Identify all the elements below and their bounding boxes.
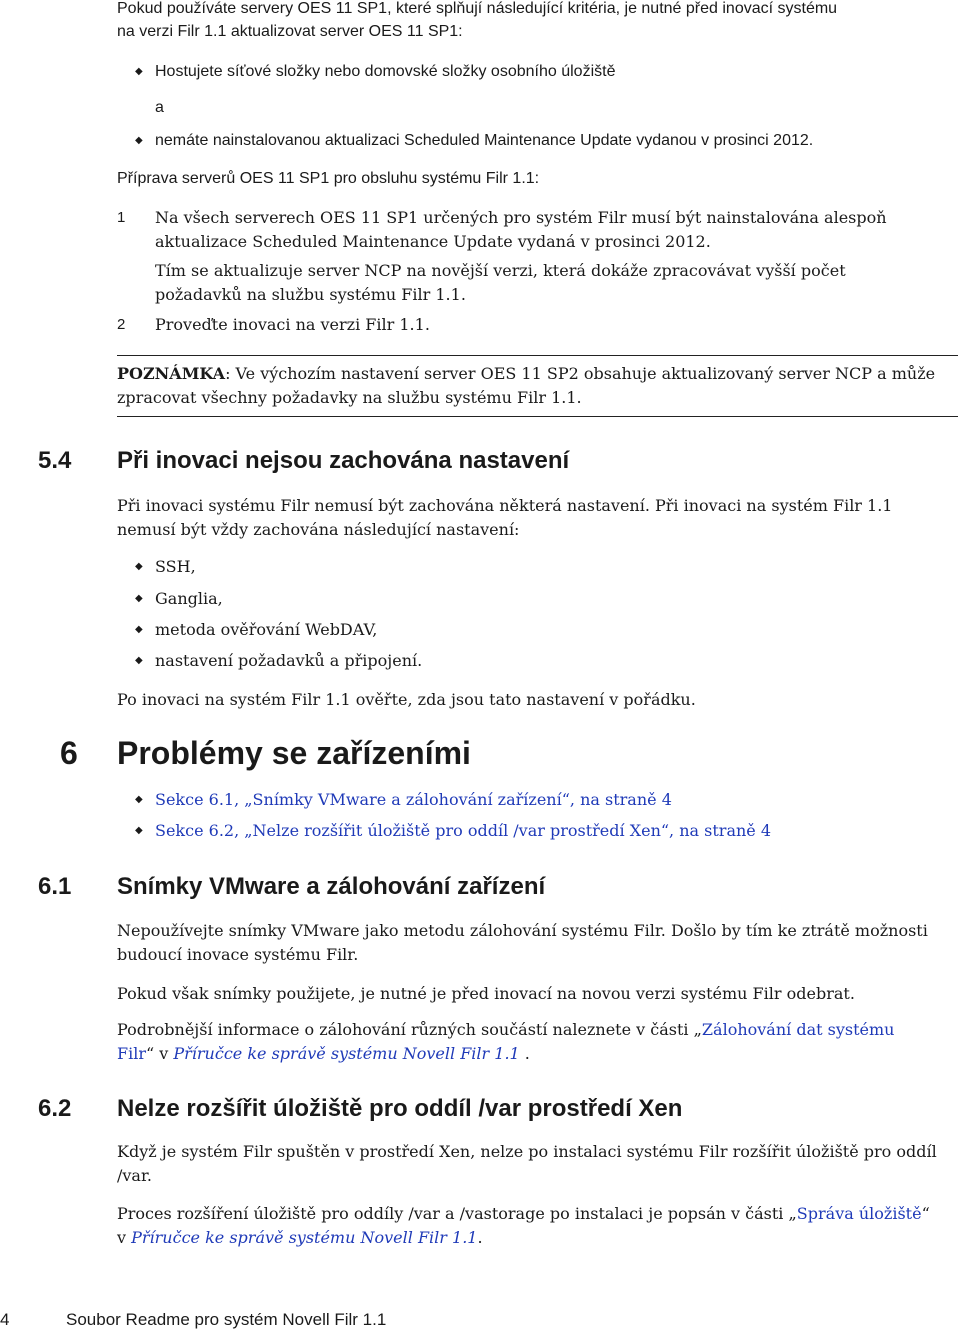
link-admin-guide[interactable]: Příručce ke správě systému Novell Filr 1.1 xyxy=(173,1044,520,1063)
sec54-para-line-1: Při inovaci systému Filr nemusí být zachována některá nastavení. Při inovaci na systém Filr 1.1 xyxy=(117,496,893,515)
step-1-line-1: Na všech serverech OES 11 SP1 určených pro systém Filr musí být nainstalována alespoň xyxy=(155,208,887,227)
sec62-p1-line-2: /var. xyxy=(117,1166,152,1185)
sec62-p2-line-1 xyxy=(117,1202,930,1226)
sec61-p1-line-2: budoucí inovace systému Filr. xyxy=(117,945,359,964)
sec54-closing: Po inovaci na systém Filr 1.1 ověřte, zda jsou tato nastavení v pořádku. xyxy=(117,690,696,709)
sec62-p2-end: . xyxy=(477,1228,483,1247)
criteria-item-2: nemáte nainstalovanou aktualizaci Scheduled Maintenance Update vydanou v prosinci 2012. xyxy=(155,132,814,149)
note-line-2: zpracovat všechny požadavky na službu systému Filr 1.1. xyxy=(117,388,582,407)
page-number: 4 xyxy=(0,1310,10,1329)
sec54-para-line-2: nemusí být vždy zachována následující nastavení: xyxy=(117,520,520,539)
diamond-bullet-icon: ◆ xyxy=(135,593,143,604)
sec61-p3-line-2 xyxy=(117,1042,530,1066)
section-5-4-number: 5.4 xyxy=(38,447,72,474)
sec61-p1-line-1: Nepoužívejte snímky VMware jako metodu zálohování systému Filr. Došlo by tím ke ztrátě možnosti xyxy=(117,921,928,940)
list-item: SSH, xyxy=(155,557,196,576)
sec62-p2-v: v xyxy=(117,1228,132,1247)
sec61-p3-line-1 xyxy=(117,1018,894,1042)
step-number-1: 1 xyxy=(117,209,126,226)
note-bottom-rule xyxy=(117,416,958,417)
sec62-p1-line-1: Když je systém Filr spuštěn v prostředí Xen, nelze po instalaci systému Filr rozšířit úložiště pro oddíl xyxy=(117,1142,937,1161)
intro-line-1: Pokud používáte servery OES 11 SP1, které splňují následující kritéria, je nutné před inovací systému xyxy=(117,0,838,17)
footer-title: Soubor Readme pro systém Novell Filr 1.1 xyxy=(66,1310,387,1329)
sec61-p3-end: . xyxy=(519,1044,530,1063)
list-item: metoda ověřování WebDAV, xyxy=(155,620,378,639)
diamond-bullet-icon: ◆ xyxy=(135,561,143,572)
link-storage-management[interactable]: Správa úložiště xyxy=(796,1204,922,1223)
note-top-rule xyxy=(117,355,958,356)
section-6-1-title: Snímky VMware a zálohování zařízení xyxy=(117,873,546,900)
prep-title: Příprava serverů OES 11 SP1 pro obsluhu systému Filr 1.1: xyxy=(117,170,540,187)
diamond-bullet-icon: ◆ xyxy=(135,66,143,77)
sec61-p3-text: Podrobnější informace o zálohování různých součástí naleznete v části „ xyxy=(117,1020,702,1039)
diamond-bullet-icon: ◆ xyxy=(135,135,143,146)
section-6-2-number: 6.2 xyxy=(38,1095,72,1122)
intro-line-2: na verzi Filr 1.1 aktualizovat server OES 11 SP1: xyxy=(117,23,463,40)
diamond-bullet-icon: ◆ xyxy=(135,794,143,805)
step-number-2: 2 xyxy=(117,316,126,333)
diamond-bullet-icon: ◆ xyxy=(135,624,143,635)
step-1-line-2: aktualizace Scheduled Maintenance Update vydaná v prosinci 2012. xyxy=(155,232,711,251)
section-6-1-number: 6.1 xyxy=(38,873,72,900)
note-label: POZNÁMKA xyxy=(117,364,226,383)
step-2-text: Proveďte inovaci na verzi Filr 1.1. xyxy=(155,315,430,334)
chapter-6-number: 6 xyxy=(60,735,78,771)
chapter-6-title: Problémy se zařízeními xyxy=(117,735,471,771)
section-5-4-title: Při inovaci nejsou zachována nastavení xyxy=(117,447,570,474)
list-item: nastavení požadavků a připojení. xyxy=(155,651,423,670)
sec62-p2-line-2 xyxy=(117,1226,483,1250)
link-section-6-2[interactable]: Sekce 6.2, „Nelze rozšířit úložiště pro oddíl /var prostředí Xen“, na straně 4 xyxy=(155,821,772,840)
link-admin-guide[interactable]: Příručce ke správě systému Novell Filr 1.1 xyxy=(131,1228,478,1247)
step-1-note-line-2: požadavků na službu systému Filr 1.1. xyxy=(155,285,466,304)
sec62-p2-quote: “ xyxy=(921,1204,930,1223)
criteria-connector: a xyxy=(155,99,164,116)
diamond-bullet-icon: ◆ xyxy=(135,655,143,666)
sec61-p3-mid: “ v xyxy=(145,1044,174,1063)
link-backup-data-cont[interactable]: Filr xyxy=(117,1044,146,1063)
note-line-1-text: : Ve výchozím nastavení server OES 11 SP2 obsahuje aktualizovaný server NCP a může xyxy=(225,364,936,383)
note-line-1 xyxy=(117,362,935,386)
link-backup-data[interactable]: Zálohování dat systému xyxy=(701,1020,895,1039)
link-section-6-1[interactable]: Sekce 6.1, „Snímky VMware a zálohování zařízení“, na straně 4 xyxy=(155,790,672,809)
list-item: Ganglia, xyxy=(155,589,223,608)
sec62-p2-text: Proces rozšíření úložiště pro oddíly /var a /vastorage po instalaci je popsán v části „ xyxy=(117,1204,797,1223)
sec61-p2: Pokud však snímky použijete, je nutné je před inovací na novou verzi systému Filr odebrat. xyxy=(117,984,855,1003)
criteria-item-1: Hostujete síťové složky nebo domovské složky osobního úložiště xyxy=(155,63,616,80)
step-1-note-line-1: Tím se aktualizuje server NCP na novější verzi, která dokáže zpracovávat vyšší počet xyxy=(155,261,846,280)
diamond-bullet-icon: ◆ xyxy=(135,825,143,836)
section-6-2-title: Nelze rozšířit úložiště pro oddíl /var prostředí Xen xyxy=(117,1095,683,1122)
